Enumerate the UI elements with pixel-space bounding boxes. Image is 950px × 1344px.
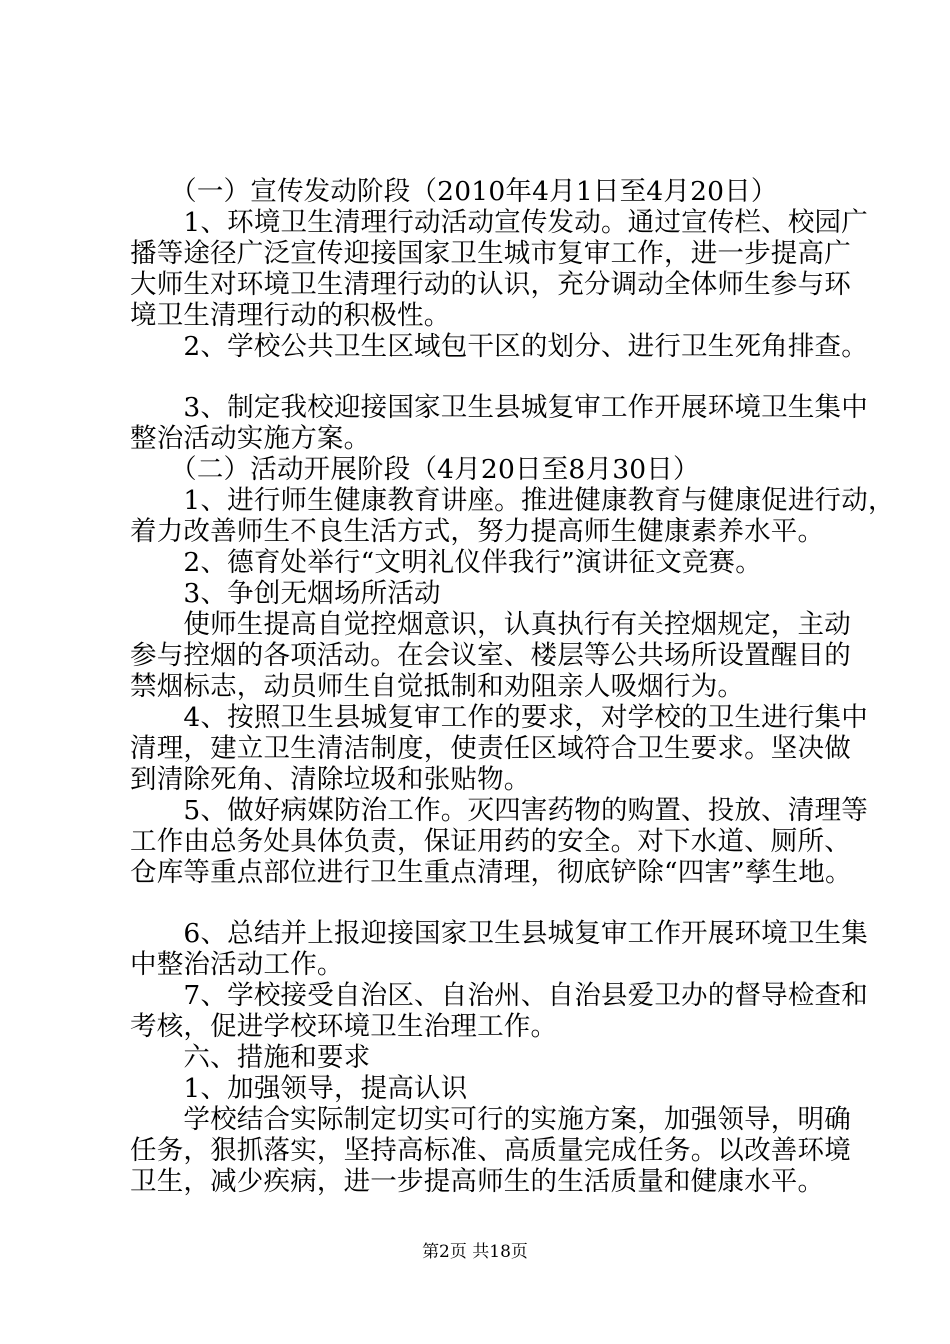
paragraph-line: 卫生，减少疾病，进一步提高师生的生活质量和健康水平。 — [130, 1166, 825, 1197]
paragraph-line: 2、学校公共卫生区域包干区的划分、进行卫生死角排查。 — [130, 331, 868, 362]
paragraph-line: 中整治活动工作。 — [130, 949, 344, 980]
paragraph-line: 1、环境卫生清理行动活动宣传发动。通过宣传栏、校园广 — [130, 207, 868, 238]
paragraph-line: 整治活动实施方案。 — [130, 423, 371, 454]
paragraph-line: 3、争创无烟场所活动 — [130, 578, 441, 609]
paragraph-line: 7、学校接受自治区、自治州、自治县爱卫办的督导检查和 — [130, 980, 868, 1011]
paragraph-line: 参与控烟的各项活动。在会议室、楼层等公共场所设置醒目的 — [130, 640, 851, 671]
paragraph-line: 工作由总务处具体负责，保证用药的安全。对下水道、厕所、 — [130, 826, 851, 857]
section-heading: （二）活动开展阶段（4月20日至8月30日） — [130, 454, 700, 485]
paragraph-line: 4、按照卫生县城复审工作的要求，对学校的卫生进行集中 — [130, 702, 868, 733]
paragraph-line: 大师生对环境卫生清理行动的认识，充分调动全体师生参与环 — [130, 269, 851, 300]
paragraph-line: 禁烟标志，动员师生自觉抵制和劝阻亲人吸烟行为。 — [130, 671, 745, 702]
section-heading: 六、措施和要求 — [130, 1042, 371, 1073]
paragraph-line: 3、制定我校迎接国家卫生县城复审工作开展环境卫生集中 — [130, 392, 868, 423]
paragraph-line: 使师生提高自觉控烟意识，认真执行有关控烟规定，主动 — [130, 609, 851, 640]
paragraph-line: 着力改善师生不良生活方式，努力提高师生健康素养水平。 — [130, 516, 825, 547]
paragraph-line: 1、进行师生健康教育讲座。推进健康教育与健康促进行动， — [130, 485, 895, 516]
paragraph-line: 播等途径广泛宣传迎接国家卫生城市复审工作，进一步提高广 — [130, 238, 851, 269]
paragraph-line: 清理，建立卫生清洁制度，使责任区域符合卫生要求。坚决做 — [130, 733, 851, 764]
paragraph-line: 6、总结并上报迎接国家卫生县城复审工作开展环境卫生集 — [130, 918, 868, 949]
paragraph-line: 任务，狠抓落实，坚持高标准、高质量完成任务。以改善环境 — [130, 1135, 851, 1166]
paragraph-line: 2、德育处举行“文明礼仪伴我行”演讲征文竞赛。 — [130, 547, 762, 578]
paragraph-line: 学校结合实际制定切实可行的实施方案，加强领导，明确 — [130, 1104, 851, 1135]
paragraph-line: 考核，促进学校环境卫生治理工作。 — [130, 1011, 558, 1042]
paragraph-line: 到清除死角、清除垃圾和张贴物。 — [130, 764, 531, 795]
paragraph-line: 仓库等重点部位进行卫生重点清理，彻底铲除“四害”孳生地。 — [130, 857, 852, 888]
paragraph-line: 5、做好病媒防治工作。灭四害药物的购置、投放、清理等 — [130, 795, 868, 826]
paragraph-line: 1、加强领导，提高认识 — [130, 1073, 468, 1104]
page-footer: 第2页 共18页 — [422, 1242, 528, 1262]
paragraph-line: 境卫生清理行动的积极性。 — [130, 300, 451, 331]
section-heading: （一）宣传发动阶段（2010年4月1日至4月20日） — [130, 176, 778, 207]
